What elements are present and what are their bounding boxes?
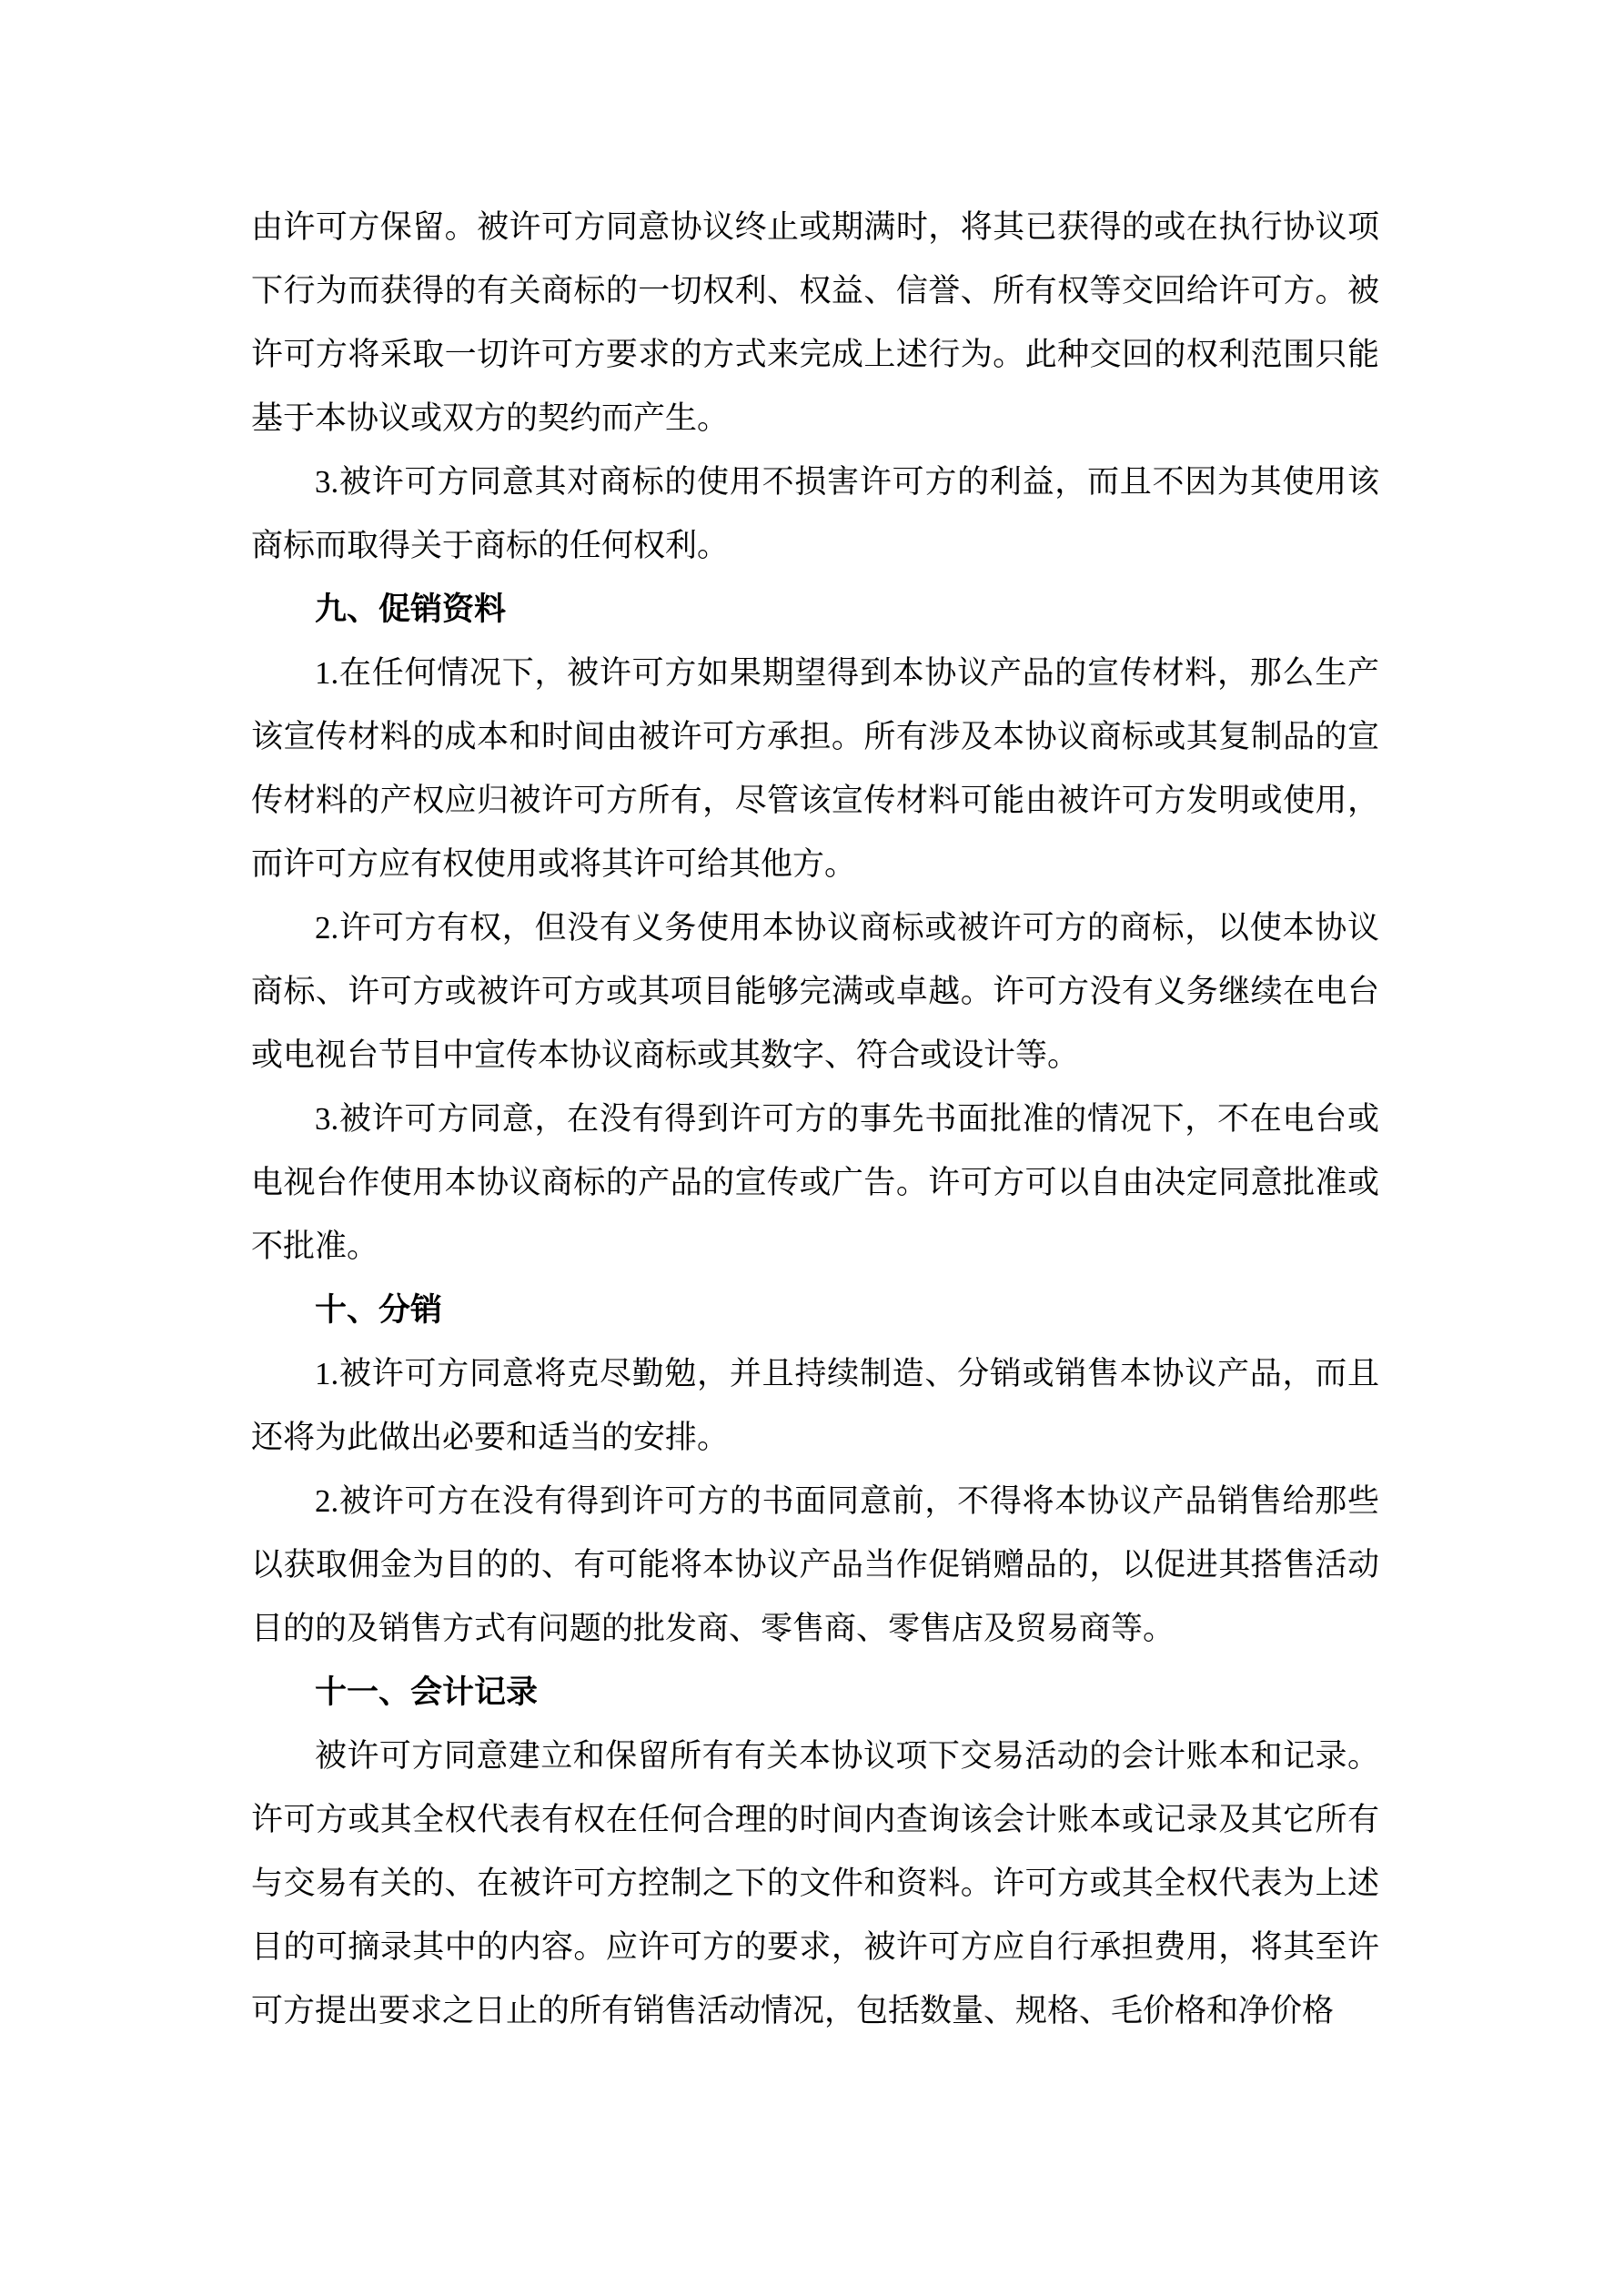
paragraph-distribution-item-2: 2.被许可方在没有得到许可方的书面同意前，不得将本协议产品销售给那些以获取佣金为目的的、有可能将本协议产品当作促销赠品的，以促进其搭售活动目的的及销售方式有问题的批发商、零售商、零售店及贸易商等。 [251,1483,1379,1646]
section-heading-9-promotional-materials: 九、促销资料 [315,592,507,627]
paragraph-promo-item-2: 2.许可方有权，但没有义务使用本协议商标或被许可方的商标，以使本协议商标、许可方或被许可方或其项目能够完满或卓越。许可方没有义务继续在电台或电视台节目中宣传本协议商标或其数字、符合或设计等。 [251,910,1379,1073]
paragraph-trademark-use-item-3: 3.被许可方同意其对商标的使用不损害许可方的利益，而且不因为其使用该商标而取得关于商标的任何权利。 [251,464,1379,563]
paragraph-promo-item-3: 3.被许可方同意，在没有得到许可方的事先书面批准的情况下，不在电台或电视台作使用本协议商标的产品的宣传或广告。许可方可以自由决定同意批准或不批准。 [251,1101,1379,1264]
paragraph-promo-item-1: 1.在任何情况下，被许可方如果期望得到本协议产品的宣传材料，那么生产该宣传材料的成本和时间由被许可方承担。所有涉及本协议商标或其复制品的宣传材料的产权应归被许可方所有，尽管该宣传材料可能由被许可方发明或使用，而许可方应有权使用或将其许可给其他方。 [251,655,1379,882]
paragraph-continuation-trademark-return: 由许可方保留。被许可方同意协议终止或期满时，将其已获得的或在执行协议项下行为而获得的有关商标的一切权利、权益、信誉、所有权等交回给许可方。被许可方将采取一切许可方要求的方式来完成上述行为。此种交回的权利范围只能基于本协议或双方的契约而产生。 [251,209,1379,436]
section-heading-10-distribution: 十、分销 [315,1292,443,1328]
document-content [251,196,1379,2043]
paragraph-distribution-item-1: 1.被许可方同意将克尽勤勉，并且持续制造、分销或销售本协议产品，而且还将为此做出必要和适当的安排。 [251,1356,1379,1455]
section-heading-11-accounting-records: 十一、会计记录 [315,1674,539,1710]
paragraph-accounting-records: 被许可方同意建立和保留所有有关本协议项下交易活动的会计账本和记录。许可方或其全权代表有权在任何合理的时间内查询该会计账本或记录及其它所有与交易有关的、在被许可方控制之下的文件和资料。许可方或其全权代表为上述目的可摘录其中的内容。应许可方的要求，被许可方应自行承担费用，将其至许可方提出要求之日止的所有销售活动情况，包括数量、规格、毛价格和净价格 [251,1738,1379,2028]
